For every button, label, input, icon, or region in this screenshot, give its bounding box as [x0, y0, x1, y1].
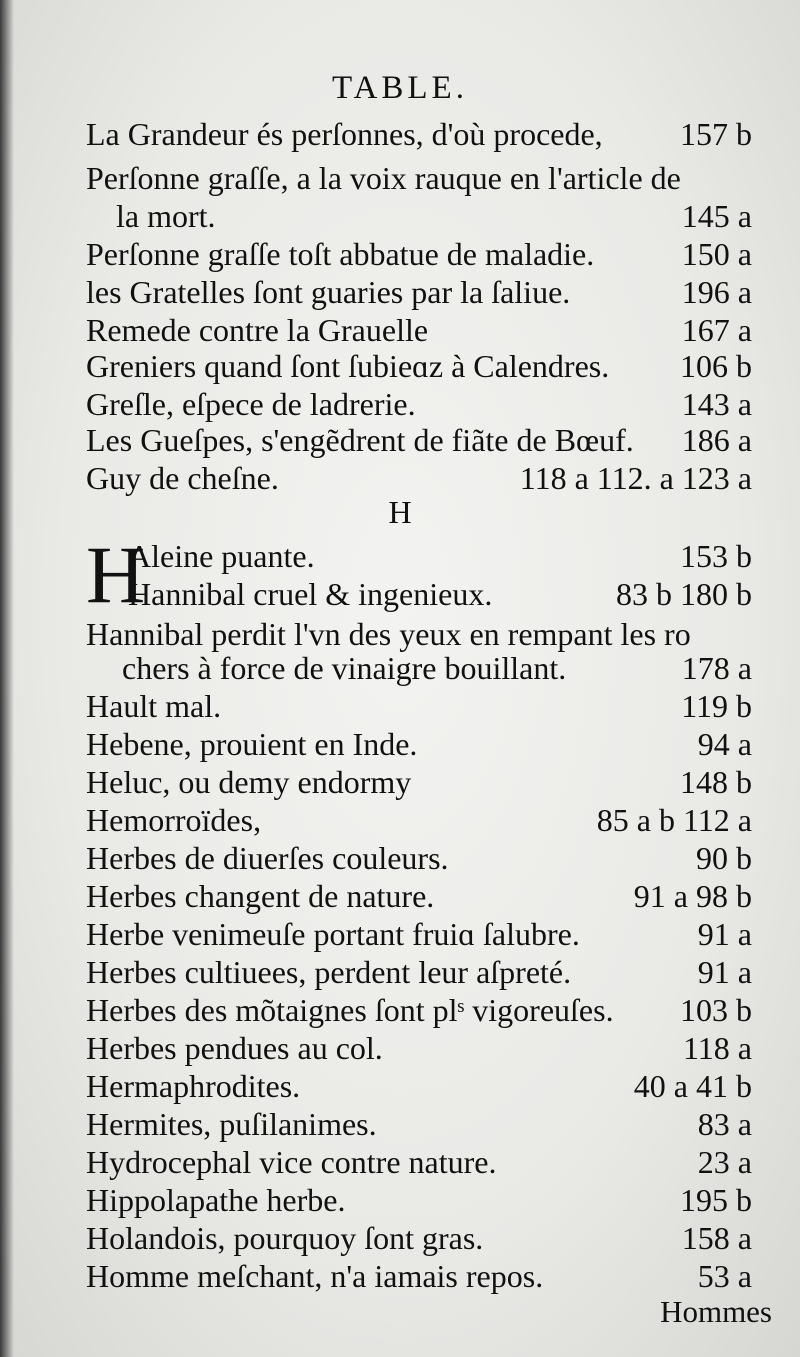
- index-entry: Greniers quand ſont ſubieɑz à Calendres. 106 b: [86, 344, 752, 388]
- index-entry: Heluc, ou demy endormy 148 b: [86, 760, 752, 804]
- index-entry: Hault mal. 119 b: [86, 684, 752, 728]
- page-reference: 118 a 112. a 123 a: [519, 460, 752, 496]
- index-entry: Herbes pendues au col. 118 a: [86, 1026, 752, 1070]
- index-entry: Herbes cultiuees, perdent leur aſpreté. 91 a: [86, 950, 752, 994]
- index-entry: les Gratelles ſont guaries par la ſaliue. 196 a: [86, 270, 752, 314]
- page-reference: 91 a: [697, 954, 752, 990]
- page-reference: 178 a: [681, 650, 752, 686]
- index-entry: Homme meſchant, n'a iamais repos. 53 a: [86, 1254, 752, 1298]
- page-reference: 94 a: [697, 726, 752, 762]
- page-reference: 53 a: [697, 1258, 752, 1294]
- index-entry: Hannibal perdit l'vn des yeux en rempant les ro: [86, 616, 691, 652]
- page-reference: 186 a: [681, 422, 752, 458]
- index-entry: Herbes de diuerſes couleurs. 90 b: [86, 836, 752, 880]
- page-reference: 83 b 180 b: [616, 576, 752, 612]
- drop-capital: H: [86, 529, 146, 620]
- page-reference: 153 b: [680, 538, 752, 574]
- page-reference: 23 a: [697, 1144, 752, 1180]
- index-entry-continuation: chers à force de vinaigre bouillant. 178 a: [86, 646, 752, 690]
- page-reference: 118 a: [682, 1030, 752, 1066]
- page-reference: 119 b: [681, 688, 752, 724]
- page-reference: 158 a: [681, 1220, 752, 1256]
- section-letter-heading: H: [388, 494, 412, 530]
- index-entry: Greſle, eſpece de ladrerie. 143 a: [86, 382, 752, 426]
- running-head: TABLE.: [332, 70, 468, 106]
- page-reference: 83 a: [697, 1106, 752, 1142]
- index-entry: Remede contre la Grauelle 167 a: [86, 308, 752, 352]
- index-entry: Herbes changent de nature. 91 a 98 b: [86, 874, 752, 918]
- index-entry: Perſonne graſſe, a la voix rauque en l'article de: [86, 160, 681, 196]
- page-reference: 157 b: [680, 116, 752, 152]
- index-entry: La Grandeur és perſonnes, d'où procede, 157 b: [86, 112, 752, 156]
- page-reference: 143 a: [681, 386, 752, 422]
- index-entry: Hydrocephal vice contre nature. 23 a: [86, 1140, 752, 1184]
- index-entry: Hebene, prouient en Inde. 94 a: [86, 722, 752, 766]
- index-entry: Les Gueſpes, s'engẽdrent de fiãte de Bœuf. 186 a: [86, 418, 752, 462]
- index-entry: Hannibal cruel & ingenieux. 83 b 180 b: [86, 572, 752, 616]
- page-reference: 91 a 98 b: [633, 878, 752, 914]
- page-reference: 150 a: [681, 236, 752, 272]
- page-reference: 40 a 41 b: [633, 1068, 752, 1104]
- page-reference: 148 b: [680, 764, 752, 800]
- index-entry: Holandois, pourquoy ſont gras. 158 a: [86, 1216, 752, 1260]
- page-reference: 145 a: [681, 198, 752, 234]
- index-entry: Perſonne graſſe toſt abbatue de maladie. 150 a: [86, 232, 752, 276]
- index-entry: Aleine puante. 153 b: [86, 534, 752, 578]
- index-entry: Herbes des mõtaignes ſont plˢ vigoreuſes. 103 b: [86, 988, 752, 1032]
- index-entry: Hermites, puſilanimes. 83 a: [86, 1102, 752, 1146]
- page-reference: 196 a: [681, 274, 752, 310]
- page-reference: 91 a: [697, 916, 752, 952]
- index-entry-continuation: la mort. 145 a: [86, 194, 752, 238]
- index-entry: Hippolapathe herbe. 195 b: [86, 1178, 752, 1222]
- catchword: Hommes: [660, 1294, 772, 1329]
- page-reference: 85 a b 112 a: [596, 802, 752, 838]
- index-entry: Herbe venimeuſe portant fruiɑ ſalubre. 91 a: [86, 912, 752, 956]
- index-entry: Guy de cheſne. 118 a 112. a 123 a: [86, 456, 752, 500]
- index-entry: Hemorroïdes, 85 a b 112 a: [86, 798, 752, 842]
- page-reference: 195 b: [680, 1182, 752, 1218]
- page-reference: 106 b: [680, 348, 752, 384]
- page-reference: 167 a: [681, 312, 752, 348]
- page-reference: 103 b: [680, 992, 752, 1028]
- page-reference: 90 b: [696, 840, 752, 876]
- index-entry: Hermaphrodites. 40 a 41 b: [86, 1064, 752, 1108]
